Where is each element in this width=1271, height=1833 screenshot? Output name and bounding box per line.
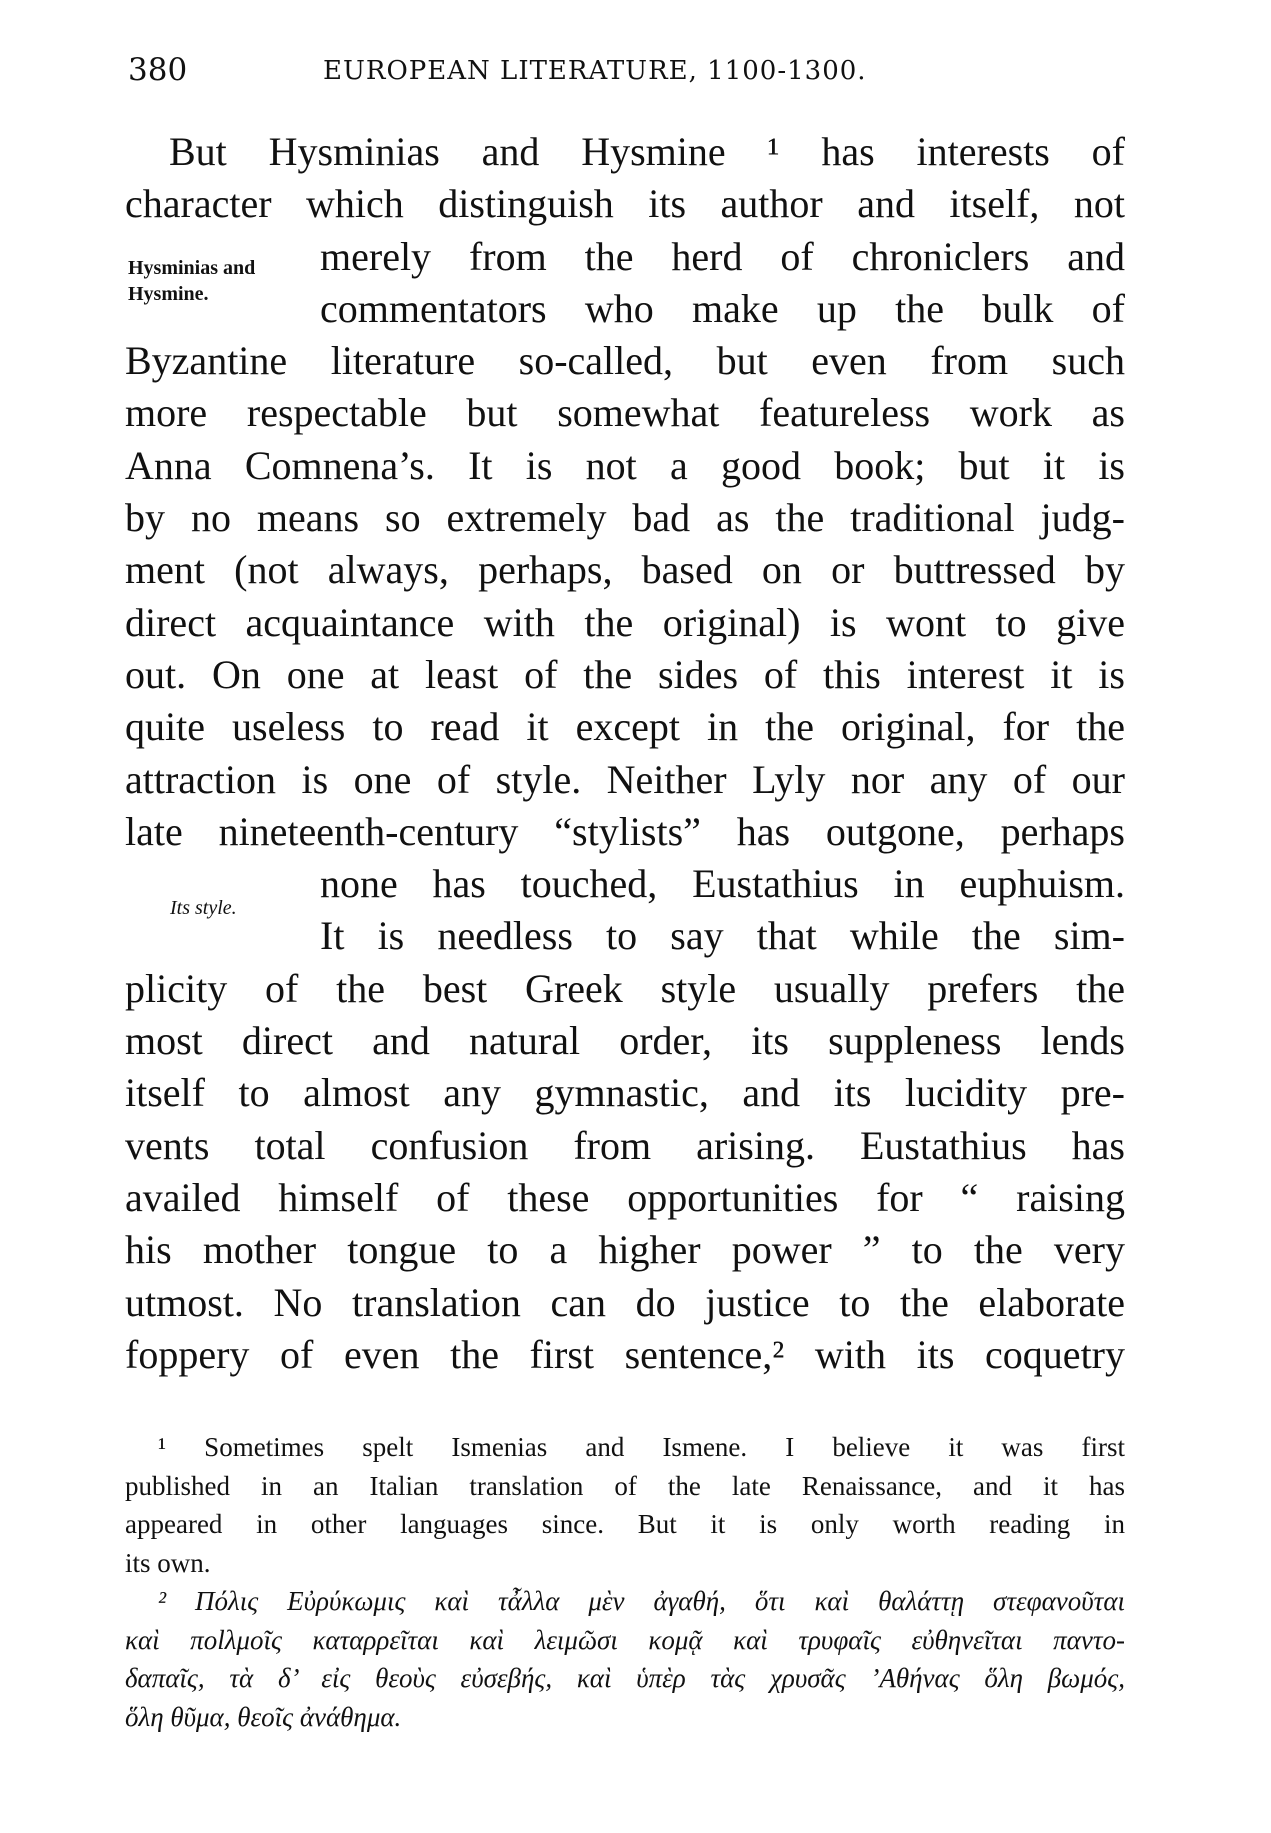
text-line: vents total confusion from arising. Eustathius has (125, 1122, 1125, 1168)
text-line: merely from the herd of chroniclers and (320, 233, 1125, 279)
text-line: utmost. No translation can do justice to the elaborate (125, 1279, 1125, 1325)
text-line: It is needless to say that while the sim- (320, 913, 1125, 959)
text-line: out. On one at least of the sides of this interest it is (125, 651, 1125, 697)
sidenote-line: Hysminias and (128, 257, 256, 279)
footnote-line: ¹ Sometimes spelt Ismenias and Ismene. I believe it was first (158, 1432, 1125, 1462)
text-line: Anna Comnena’s. It is not a good book; but it is (125, 442, 1125, 488)
footnotes (125, 1428, 1125, 1736)
sidenote-line: Hysmine. (128, 283, 209, 305)
text-line: Byzantine literature so-called, but even from such (125, 338, 1125, 384)
footnote-line: its own. (125, 1547, 211, 1578)
page-number: 380 (128, 52, 188, 88)
text-line: none has touched, Eustathius in euphuism. (320, 861, 1125, 907)
text-line: late nineteenth-century “stylists” has outgone, perhaps (125, 808, 1125, 854)
footnote-2 (125, 1582, 1125, 1736)
footnote-line: καὶ ποlλμοῖς καταρρεῖται καὶ λειμῶσι κομᾷ καὶ τρυφαῖς εὐθηνεῖται παντο- (125, 1624, 1125, 1655)
text-line: plicity of the best Greek style usually prefers the (125, 965, 1125, 1011)
footnote-line: ² Πόλις Εὐρύκωμις καὶ τἆλλα μὲν ἀγαθή, ὅτι καὶ θαλάττῃ στεφανοῦται (158, 1586, 1125, 1616)
text-line: commentators who make up the bulk of (320, 285, 1125, 331)
sidenote-its-style: Its style. (170, 897, 237, 919)
text-line: more respectable but somewhat featureless work as (125, 390, 1125, 436)
text-line: attraction is one of style. Neither Lyly nor any of our (125, 756, 1125, 802)
text-line: But Hysminias and Hysmine ¹ has interests of (169, 129, 1125, 174)
text-line: availed himself of these opportunities for “ raising (125, 1174, 1125, 1220)
footnote-line: appeared in other languages since. But it is only worth reading in (125, 1509, 1125, 1539)
footnote-line: ὅλη θῦμα, θεοῖς ἀνάθημα. (125, 1701, 402, 1732)
body-text (125, 126, 1125, 1381)
footnote-1 (125, 1428, 1125, 1582)
text-line: quite useless to read it except in the original, for the (125, 704, 1125, 750)
page-header (128, 52, 1138, 100)
text-line: by no means so extremely bad as the traditional judg- (125, 495, 1125, 541)
text-line: foppery of even the first sentence,² with its coquetry (125, 1331, 1125, 1377)
text-line: itself to almost any gymnastic, and its lucidity pre- (125, 1070, 1125, 1116)
footnote-line: published in an Italian translation of the late Renaissance, and it has (125, 1470, 1125, 1501)
text-line: his mother tongue to a higher power ” to the very (125, 1227, 1125, 1273)
text-line: direct acquaintance with the original) is wont to give (125, 599, 1125, 645)
text-line: most direct and natural order, its suppleness lends (125, 1018, 1125, 1064)
running-title: EUROPEAN LITERATURE, 1100-1300. (323, 56, 867, 86)
text-line: ment (not always, perhaps, based on or buttressed by (125, 547, 1125, 593)
text-line: character which distinguish its author and itself, not (125, 181, 1125, 227)
footnote-line: δαπαῖς, τὰ δ’ εἰς θεοὺς εὐσεβής, καὶ ὑπὲρ τὰς χρυσᾶς ’Αθήνας ὅλη βωμός, (125, 1663, 1125, 1693)
